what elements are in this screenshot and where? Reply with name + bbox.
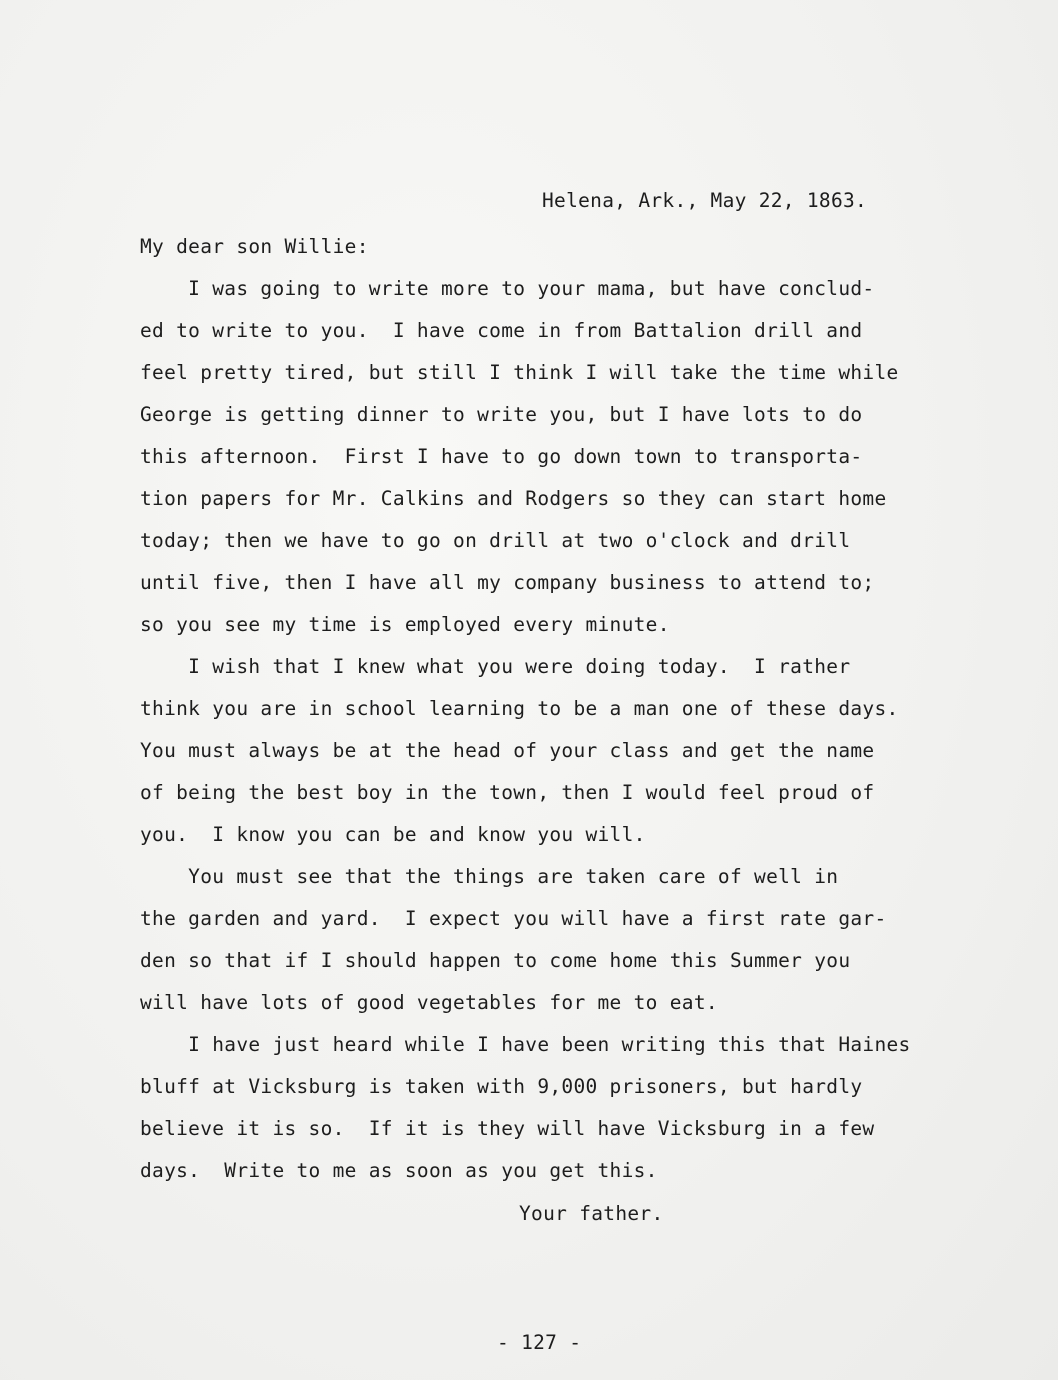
body-line: You must see that the things are taken care of well in <box>140 865 839 888</box>
body-line: I wish that I knew what you were doing today. I rather <box>140 655 851 678</box>
body-line: so you see my time is employed every minute. <box>140 613 670 636</box>
body-line: tion papers for Mr. Calkins and Rodgers so they can start home <box>140 487 887 510</box>
letter-salutation: My dear son Willie: <box>140 235 369 258</box>
letter-closing: Your father. <box>519 1202 664 1225</box>
body-line: believe it is so. If it is they will have Vicksburg in a few <box>140 1117 875 1140</box>
body-line: bluff at Vicksburg is taken with 9,000 prisoners, but hardly <box>140 1075 863 1098</box>
body-line: ed to write to you. I have come in from Battalion drill and <box>140 319 863 342</box>
body-line: feel pretty tired, but still I think I will take the time while <box>140 361 899 384</box>
body-line: today; then we have to go on drill at two o'clock and drill <box>140 529 851 552</box>
body-line: think you are in school learning to be a man one of these days. <box>140 697 899 720</box>
body-line: days. Write to me as soon as you get this. <box>140 1159 658 1182</box>
body-line: You must always be at the head of your class and get the name <box>140 739 875 762</box>
body-line: until five, then I have all my company business to attend to; <box>140 571 875 594</box>
body-line: I was going to write more to your mama, but have conclud- <box>140 277 875 300</box>
letter-date: Helena, Ark., May 22, 1863. <box>542 189 868 212</box>
body-line: I have just heard while I have been writing this that Haines <box>140 1033 911 1056</box>
body-line: this afternoon. First I have to go down town to transporta- <box>140 445 863 468</box>
body-line: will have lots of good vegetables for me to eat. <box>140 991 718 1014</box>
body-line: George is getting dinner to write you, but I have lots to do <box>140 403 863 426</box>
body-line: of being the best boy in the town, then I would feel proud of <box>140 781 875 804</box>
body-line: the garden and yard. I expect you will have a first rate gar- <box>140 907 887 930</box>
body-line: den so that if I should happen to come home this Summer you <box>140 949 851 972</box>
page-number: - 127 - <box>497 1331 582 1354</box>
body-line: you. I know you can be and know you will. <box>140 823 646 846</box>
